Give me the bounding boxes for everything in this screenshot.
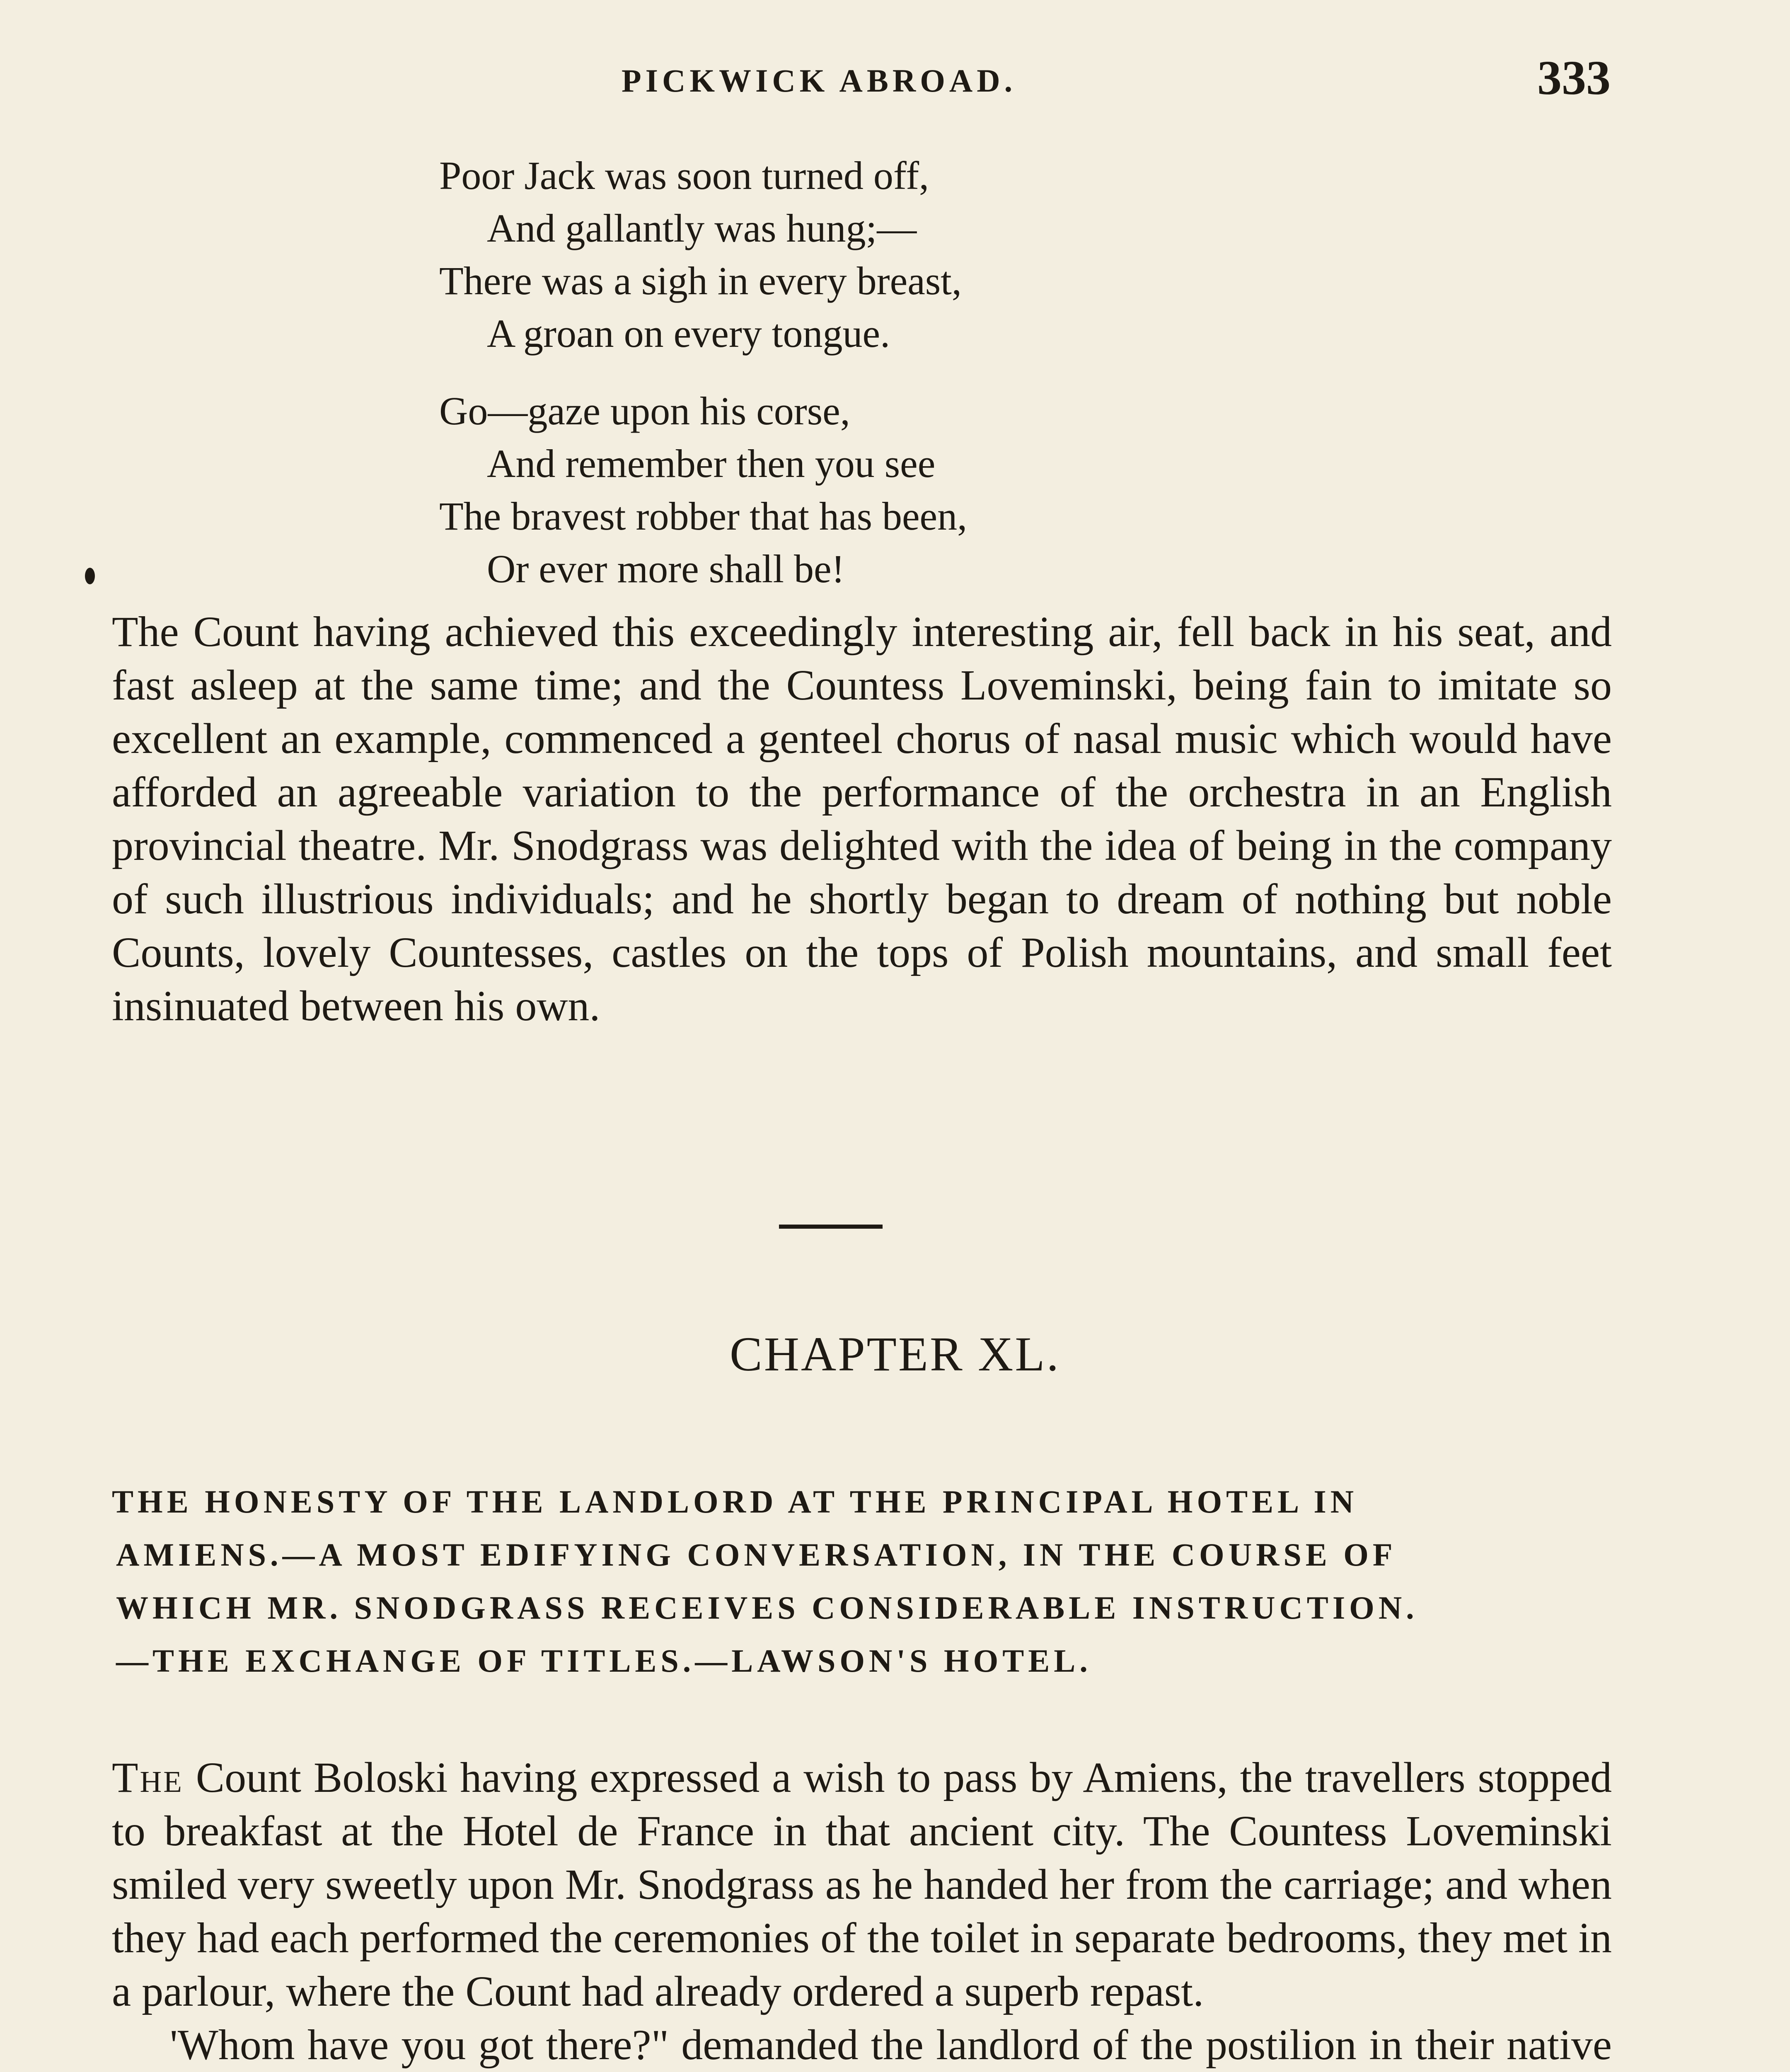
poem-stanza	[439, 149, 1434, 360]
section-rule	[779, 1225, 883, 1229]
poem-line: And gallantly was hung;—	[487, 206, 917, 250]
page-header	[0, 50, 1790, 108]
poem-line: There was a sigh in every breast,	[439, 259, 962, 303]
ink-mark	[85, 568, 95, 584]
paragraph-count-asleep	[112, 605, 1612, 1033]
summary-line: —THE EXCHANGE OF TITLES.—LAWSON'S HOTEL.	[116, 1643, 1092, 1679]
chapter-body	[112, 1751, 1612, 2072]
poem-line: The bravest robber that has been,	[439, 494, 968, 538]
page-number: 333	[1537, 51, 1611, 105]
poem-line: A groan on every tongue.	[487, 311, 890, 356]
summary-line: THE HONESTY OF THE LANDLORD AT THE PRINCIPAL HOTEL IN	[112, 1484, 1358, 1520]
poem-line: Go—gaze upon his corse,	[439, 389, 850, 433]
poem-line: Or ever more shall be!	[487, 547, 845, 591]
summary-line: WHICH MR. SNODGRASS RECEIVES CONSIDERABLE INSTRUCTION.	[116, 1590, 1418, 1626]
paragraph	[112, 1751, 1612, 2018]
poem-line: And remember then you see	[487, 441, 936, 486]
chapter-title: CHAPTER XL.	[730, 1327, 1060, 1381]
running-head: PICKWICK ABROAD.	[622, 63, 1017, 99]
poem-stanza	[439, 385, 1434, 595]
poem-line: Poor Jack was soon turned off,	[439, 153, 929, 198]
summary-line: AMIENS.—A MOST EDIFYING CONVERSATION, IN THE COURSE OF	[116, 1537, 1397, 1573]
poem	[439, 149, 1434, 620]
paragraph-text: Count Boloski having expressed a wish to pass by Amiens, the travellers stopped to breakfast at the Hotel de France in that ancient city. The Countess Loveminski smiled very sweetly upon Mr. Snodgrass as he handed her from the carriage; and when they had each performed the ceremonies of the toilet in separate bedrooms, they met in a parlour, where the Count had already ordered a superb repast.	[112, 1754, 1612, 2015]
chapter-summary	[112, 1475, 1612, 1687]
paragraph: The Count having achieved this exceedingly interesting air, fell back in his seat, and fast asleep at the same time; and the Countess Loveminski, being fain to imitate so excellent an example, commenced a genteel chorus of nasal music which would have afforded an agreeable variation to the performance of the orchestra in an English provincial theatre. Mr. Snodgrass was delighted with the idea of being in the company of such illustrious individuals; and he shortly began to dream of nothing but noble Counts, lovely Countesses, castles on the tops of Polish mountains, and small feet insinuated between his own.	[112, 608, 1612, 1030]
paragraph-lead-word: The	[112, 1754, 184, 1801]
paragraph: 'Whom have you got there?" demanded the landlord of the postilion in their native	[170, 2021, 1612, 2069]
